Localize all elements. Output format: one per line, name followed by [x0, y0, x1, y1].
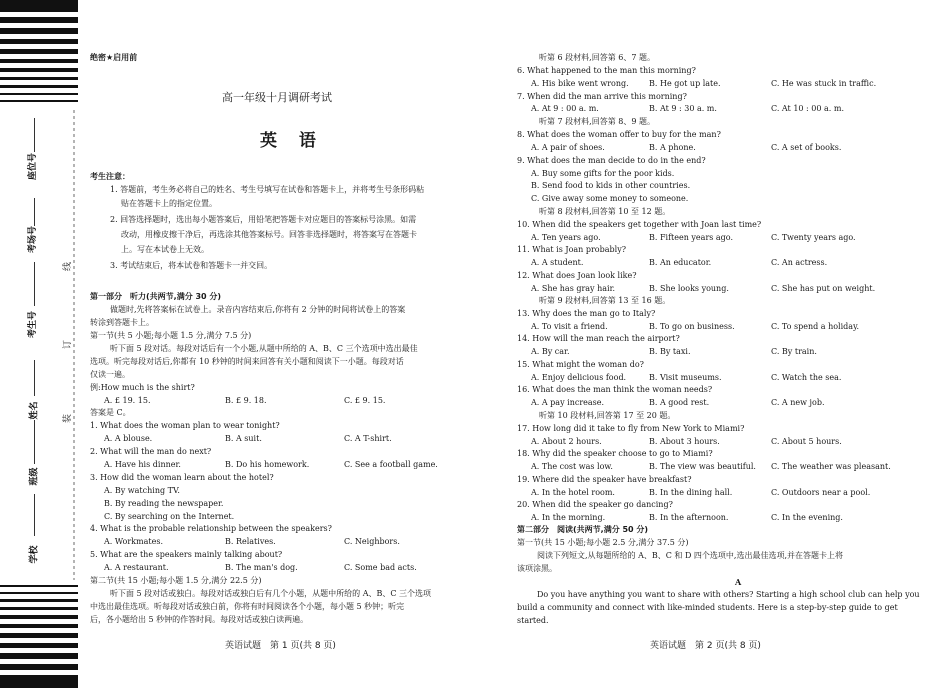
question-6: 6. What happened to the man this morning? [517, 66, 696, 75]
question-15: 15. What might the woman do? [517, 360, 644, 369]
question-11: 11. What is Joan probably? [517, 245, 627, 254]
q14-option-a: A. By car. [531, 347, 570, 356]
question-16: 16. What does the man think the woman needs? [517, 385, 713, 394]
section1-intro-b: 选项。听完每段对话后,你都有 10 秒钟的时间来回答有关小题和阅读下一小题。每段对话 [90, 357, 404, 366]
bind-char: 装 [63, 413, 74, 424]
q13-option-b: B. To go on business. [649, 322, 735, 331]
q8-option-a: A. A pair of shoes. [531, 143, 605, 152]
question-7: 7. When did the man arrive this morning? [517, 92, 687, 101]
q10-option-a: A. Ten years ago. [531, 233, 601, 242]
q9-option-a: A. Buy some gifts for the poor kids. [531, 169, 675, 178]
material-10: 听第 10 段材料,回答第 17 至 20 题。 [539, 411, 676, 420]
school-line [34, 494, 35, 536]
q7-option-c: C. At 10 : 00 a. m. [771, 104, 844, 113]
section2-title: 第二节(共 15 小题;每小题 1.5 分,满分 22.5 分) [90, 576, 262, 585]
page-1-footer: 英语试题 第 1 页(共 8 页) [225, 641, 336, 651]
question-4: 4. What is the probable relationship between the speakers? [90, 524, 332, 533]
cut-line-char: 线 [63, 261, 74, 272]
q2-option-a: A. Have his dinner. [104, 460, 181, 469]
passage-line-b: build a community and connect with like-minded students. Here is a step-by-step guide to get [517, 603, 898, 612]
q19-option-b: B. In the dining hall. [649, 488, 733, 497]
question-1: 1. What does the woman plan to wear tonight? [90, 421, 280, 430]
section2-intro-c: 后，各小题给出 5 秒钟的作答时间。每段对话或独白读两遍。 [90, 615, 309, 624]
section1-intro-a: 听下面 5 段对话。每段对话后有一个小题,从题中所给的 A、B、C 三个选项中选出最佳 [110, 344, 418, 353]
order-char: 订 [63, 339, 74, 350]
q17-option-a: A. About 2 hours. [531, 437, 602, 446]
q7-option-b: B. At 9 : 30 a. m. [649, 104, 717, 113]
notes-item-2a: 2. 回答选择题时，选出每小题答案后，用铅笔把答题卡对应题目的答案标号涂黑。如需 [110, 215, 417, 224]
part2-intro-b: 该项涂黑。 [517, 564, 557, 573]
part2-intro-a: 阅读下列短文,从每题所给的 A、B、C 和 D 四个选项中,选出最佳选项,并在答题卡上将 [537, 551, 843, 560]
exam-room-line [34, 198, 35, 226]
q10-option-b: B. Fifteen years ago. [649, 233, 734, 242]
notes-title: 考生注意： [90, 172, 130, 181]
seat-no-label: 座位号 [28, 152, 39, 181]
q16-option-b: B. A good rest. [649, 398, 710, 407]
subject-title: 英 语 [260, 131, 324, 151]
question-18: 18. Why did the speaker choose to go to Miami? [517, 449, 713, 458]
q13-option-c: C. To spend a holiday. [771, 322, 860, 331]
material-9: 听第 9 段材料,回答第 13 至 16 题。 [539, 296, 671, 305]
q2-option-b: B. Do his homework. [225, 460, 310, 469]
section1-title: 第一节(共 5 小题;每小题 1.5 分,满分 7.5 分) [90, 331, 252, 340]
q1-option-b: B. A suit. [225, 434, 262, 443]
exam-no-label: 考生号 [28, 310, 39, 339]
q8-option-b: B. A phone. [649, 143, 696, 152]
part2-title: 第二部分 阅读(共两节,满分 50 分) [517, 525, 649, 534]
question-2: 2. What will the man do next? [90, 447, 212, 456]
question-10: 10. When did the speakers get together with Joan last time? [517, 220, 762, 229]
question-13: 13. Why does the man go to Italy? [517, 309, 656, 318]
q11-option-a: A. A student. [531, 258, 584, 267]
material-8: 听第 8 段材料,回答第 10 至 12 题。 [539, 207, 671, 216]
q18-option-b: B. The view was beautiful. [649, 462, 756, 471]
passage-label: A [735, 577, 742, 587]
part2-section1-title: 第一节(共 15 小题;每小题 2.5 分,满分 37.5 分) [517, 538, 689, 547]
example-option-b: B. £ 9. 18. [225, 396, 267, 405]
exam-room-label: 考场号 [28, 225, 39, 254]
name-label: 姓名 [29, 401, 40, 420]
q9-option-c: C. Give away some money to someone. [531, 194, 689, 203]
q4-option-a: A. Workmates. [104, 537, 163, 546]
q4-option-b: B. Relatives. [225, 537, 276, 546]
q17-option-b: B. About 3 hours. [649, 437, 720, 446]
passage-line-a: Do you have anything you want to share with others? Starting a high school club can help you [537, 590, 920, 599]
notes-item-2c: 上。写在本试卷上无效。 [121, 245, 209, 254]
q17-option-c: C. About 5 hours. [771, 437, 842, 446]
q4-option-c: C. Neighbors. [344, 537, 400, 546]
question-20: 20. When did the speaker go dancing? [517, 500, 673, 509]
school-label: 学校 [29, 545, 40, 564]
q7-option-a: A. At 9 : 00 a. m. [531, 104, 599, 113]
q3-option-b: B. By reading the newspaper. [104, 499, 224, 508]
q8-option-c: C. A set of books. [771, 143, 842, 152]
q5-option-c: C. Some bad acts. [344, 563, 417, 572]
q13-option-a: A. To visit a friend. [531, 322, 608, 331]
secret-label: 绝密★启用前 [90, 53, 138, 62]
q18-option-a: A. The cost was low. [531, 462, 613, 471]
passage-line-c: started. [517, 616, 549, 625]
q14-option-b: B. By taxi. [649, 347, 691, 356]
example-option-c: C. £ 9. 15. [344, 396, 386, 405]
section2-intro-b: 中选出最佳选项。听每段对话或独白前，你将有时间阅读各个小题，每小题 5 秒钟；听完 [90, 602, 405, 611]
q19-option-a: A. In the hotel room. [531, 488, 615, 497]
question-14: 14. How will the man reach the airport? [517, 334, 680, 343]
q6-option-c: C. He was stuck in traffic. [771, 79, 877, 88]
q3-option-c: C. By searching on the Internet. [104, 512, 235, 521]
q15-option-c: C. Watch the sea. [771, 373, 842, 382]
question-5: 5. What are the speakers mainly talking about? [90, 550, 283, 559]
q20-option-c: C. In the evening. [771, 513, 843, 522]
q11-option-c: C. An actress. [771, 258, 828, 267]
q12-option-b: B. She looks young. [649, 284, 729, 293]
q9-option-b: B. Send food to kids in other countries. [531, 181, 691, 190]
question-19: 19. Where did the speaker have breakfast? [517, 475, 692, 484]
q1-option-a: A. A blouse. [104, 434, 153, 443]
q18-option-c: C. The weather was pleasant. [771, 462, 891, 471]
section2-intro-a: 听下面 5 段对话或独白。每段对话或独白后有几个小题，从题中所给的 A、B、C 三个选项 [110, 589, 432, 598]
notes-item-1b: 贴在答题卡上的指定位置。 [121, 199, 217, 208]
q3-option-a: A. By watching TV. [104, 486, 180, 495]
q20-option-a: A. In the morning. [531, 513, 606, 522]
example-option-a: A. £ 19. 15. [104, 396, 151, 405]
example-answer: 答案是 C。 [90, 408, 131, 417]
notes-item-1a: 1. 答题前，考生务必将自己的姓名、考生号填写在试卷和答题卡上，并将考生号条形码粘 [110, 185, 425, 194]
part1-intro-a: 做题时,先将答案标在试卷上。录音内容结束后,你将有 2 分钟的时间将试卷上的答案 [110, 305, 406, 314]
seat-no-line [34, 118, 35, 152]
section1-intro-c: 仅读一遍。 [90, 370, 130, 379]
part1-title: 第一部分 听力(共两节,满分 30 分) [90, 292, 222, 301]
question-8: 8. What does the woman offer to buy for the man? [517, 130, 721, 139]
class-label: 班级 [29, 467, 40, 486]
page-2-footer: 英语试题 第 2 页(共 8 页) [650, 641, 761, 651]
q15-option-a: A. Enjoy delicious food. [531, 373, 627, 382]
q10-option-c: C. Twenty years ago. [771, 233, 856, 242]
q2-option-c: C. See a football game. [344, 460, 438, 469]
question-3: 3. How did the woman learn about the hotel? [90, 473, 274, 482]
q16-option-c: C. A new job. [771, 398, 825, 407]
q6-option-b: B. He got up late. [649, 79, 721, 88]
q11-option-b: B. An educator. [649, 258, 712, 267]
q15-option-b: B. Visit museums. [649, 373, 722, 382]
q12-option-c: C. She has put on weight. [771, 284, 876, 293]
question-17: 17. How long did it take to fly from New York to Miami? [517, 424, 745, 433]
q5-option-a: A. A restaurant. [104, 563, 169, 572]
q12-option-a: A. She has gray hair. [531, 284, 616, 293]
q5-option-b: B. The man's dog. [225, 563, 298, 572]
binding-margin-fields [0, 0, 78, 688]
class-line [34, 420, 35, 464]
q14-option-c: C. By train. [771, 347, 817, 356]
q16-option-a: A. A pay increase. [531, 398, 605, 407]
exam-title: 高一年级十月调研考试 [222, 91, 332, 104]
part1-intro-b: 转涂到答题卡上。 [90, 318, 154, 327]
notes-item-3: 3. 考试结束后，将本试卷和答题卡一并交回。 [110, 261, 273, 270]
question-12: 12. What does Joan look like? [517, 271, 637, 280]
name-line [34, 360, 35, 396]
example-question: 例:How much is the shirt? [90, 383, 195, 392]
q19-option-c: C. Outdoors near a pool. [771, 488, 871, 497]
question-9: 9. What does the man decide to do in the end? [517, 156, 706, 165]
q1-option-c: C. A T-shirt. [344, 434, 392, 443]
exam-no-line [34, 262, 35, 306]
material-6: 听第 6 段材料,回答第 6、7 题。 [539, 53, 655, 62]
notes-item-2b: 改动，用橡皮擦干净后，再选涂其他答案标号。回答非选择题时，将答案写在答题卡 [121, 230, 417, 239]
q20-option-b: B. In the afternoon. [649, 513, 729, 522]
q6-option-a: A. His bike went wrong. [531, 79, 629, 88]
material-7: 听第 7 段材料,回答第 8、9 题。 [539, 117, 655, 126]
